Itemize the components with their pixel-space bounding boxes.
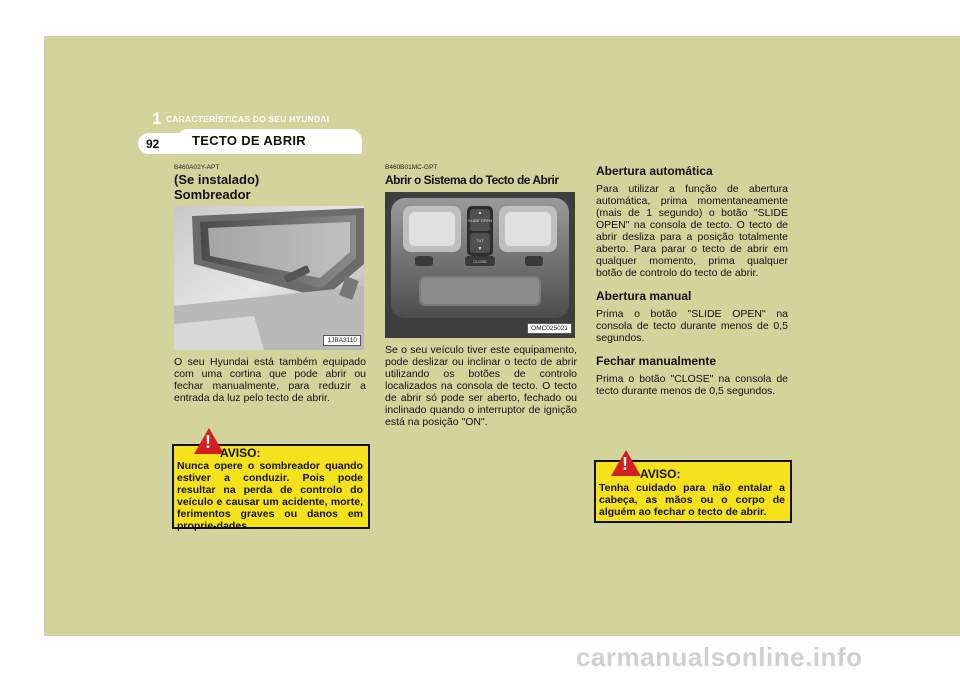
warning-box-sunroof	[594, 454, 792, 523]
svg-text:▲: ▲	[477, 210, 483, 216]
manual-open-description: Prima o botão "SLIDE OPEN" na consola de tecto durante menos de 0,5 segundos.	[596, 308, 788, 344]
warning-text: Nunca opere o sombreador quando estiver a conduzir. Pois pode resultar na perda de controlo do veículo e causar um acidente, morte, ferimentos graves ou danos em proprie-dades.	[177, 460, 363, 532]
heading-manual-open: Abertura manual	[596, 289, 692, 303]
column-sunroof-modes	[596, 164, 788, 397]
image-reference-tag: 1JBA3110	[323, 335, 361, 346]
overhead-console-photo	[385, 192, 575, 338]
column-sunshade	[174, 164, 366, 404]
heading-sunshade: Sombreador	[174, 187, 251, 202]
warning-title: AVISO:	[220, 446, 261, 460]
page-number: 92	[146, 137, 160, 151]
warning-triangle-icon: !	[611, 450, 641, 476]
section-code: B460B01MC-GPT	[385, 164, 438, 171]
watermark: carmanualsonline.info	[576, 642, 863, 672]
console-label-tilt: TILT	[476, 238, 484, 243]
column-sunroof-operation	[385, 164, 577, 428]
sunroof-operation-description: Se o seu veículo tiver este equipamento, pode deslizar ou inclinar o tecto de abrir utilizando os botões de controlo localizados na consola de tecto. O tecto de abrir só pode ser aberto, fechado ou inclinado quando o interruptor de ignição está na posição "ON".	[385, 344, 577, 428]
warning-triangle-icon: !	[194, 428, 224, 454]
heading-manual-close: Fechar manualmente	[596, 354, 717, 368]
warning-text: Tenha cuidado para não entalar a cabeça, as mãos ou o corpo de alguém ao fechar o tecto de abrir.	[599, 482, 785, 518]
sunroof-interior-illustration	[174, 206, 364, 350]
auto-open-description: Para utilizar a função de abertura automática, prima momentaneamente (mais de 1 segundo) o botão "SLIDE OPEN" na consola de tecto. O tecto de abrir desliza para a posição totalmente aberto. Para parar o tecto de abrir em qualquer momento, prima qualquer botão de controlo do tecto de abrir.	[596, 183, 788, 279]
manual-close-description: Prima o botão "CLOSE" na consola de tecto durante menos de 0,5 segundos.	[596, 373, 788, 397]
image-reference-tag: OMC025021	[527, 323, 572, 334]
heading-sunroof-operation: Abrir o Sistema do Tecto de Abrir	[385, 173, 559, 187]
warning-title: AVISO:	[640, 467, 681, 481]
sunshade-description: O seu Hyundai está também equipado com uma cortina que pode abrir ou fechar manualmente, para reduzir a entrada da luz pelo tecto de abrir.	[174, 356, 366, 404]
section-code: B460A02Y-APT	[174, 164, 220, 171]
chapter-number: 1	[152, 109, 162, 128]
chapter-title: CARACTERÍSTICAS DO SEU HYUNDAI	[166, 114, 330, 124]
overhead-console-illustration	[385, 192, 575, 338]
section-title: TECTO DE ABRIR	[192, 133, 306, 148]
heading-auto-open: Abertura automática	[596, 164, 713, 178]
console-label-close: CLOSE	[473, 259, 487, 264]
heading-optional: (Se instalado)	[174, 172, 260, 187]
warning-box-sunshade	[172, 432, 370, 532]
sunshade-photo	[174, 206, 364, 350]
svg-text:▼: ▼	[477, 246, 483, 252]
console-label-slide: SLIDE OPEN	[467, 218, 493, 223]
